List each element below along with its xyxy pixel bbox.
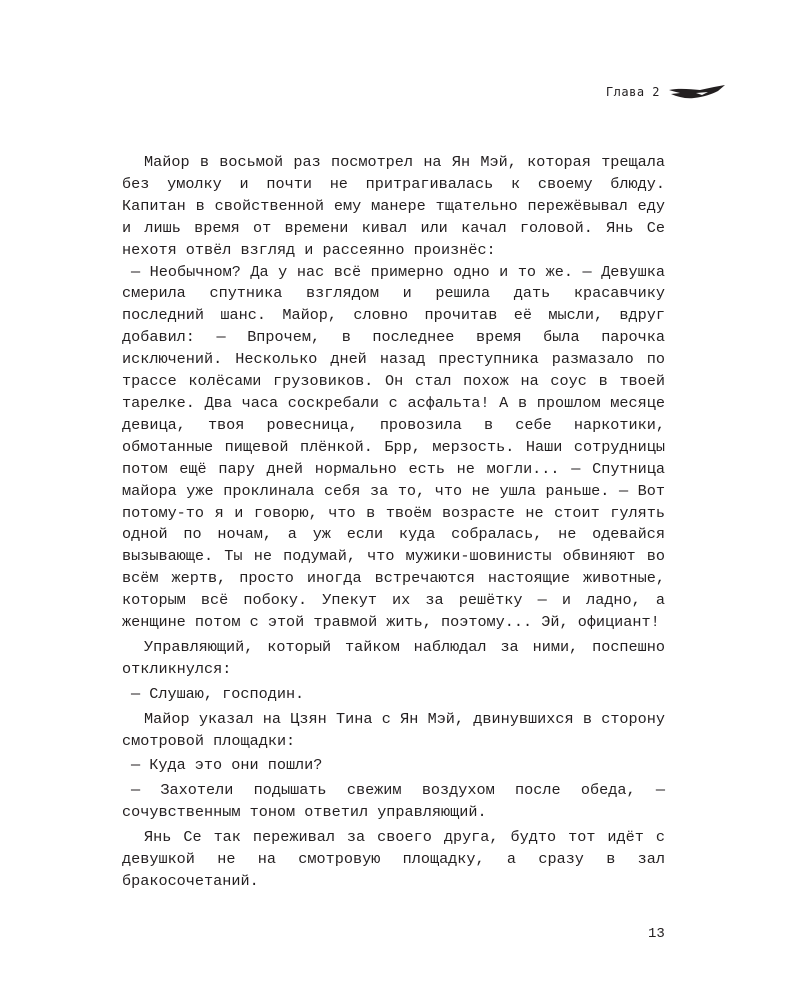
running-head	[606, 84, 726, 100]
body-text	[122, 152, 665, 893]
paragraph: Управляющий, который тайком наблюдал за ними, поспешно откликнулся:	[122, 637, 665, 678]
chapter-label: Глава 2	[605, 85, 660, 99]
brush-stroke-ornament-icon	[668, 84, 726, 100]
paragraph: — Захотели подышать свежим воздухом после обеда, — сочувственным тоном ответил управляющий.	[122, 781, 665, 822]
paragraph: — Куда это они пошли?	[131, 756, 323, 775]
paragraph: Майор указал на Цзян Тина с Ян Мэй, двинувшихся в сторону смотровой площадки:	[122, 709, 665, 750]
paragraph: Янь Се так переживал за своего друга, будто тот идёт с девушкой не на смотровую площадку, а сразу в зал бракосочетаний.	[122, 828, 665, 890]
paragraph: — Слушаю, господин.	[131, 684, 305, 703]
page-number: 13	[648, 926, 665, 942]
paragraph: Майор в восьмой раз посмотрел на Ян Мэй, которая трещала без умолку и почти не притрагивалась к своему блюду. Капитан в свойственной ему манере тщательно пережёвывал еду и лишь время от времени кивал или качал головой. Янь Се нехотя отвёл взгляд и рассеянно произнёс:	[122, 153, 665, 259]
paragraph: — Необычном? Да у нас всё примерно одно и то же. — Девушка смерила спутника взглядом и решила дать красавчику последний шанс. Майор, словно прочитав её мысли, вдруг добавил: — Впрочем, в последнее время была парочка исключений. Несколько дней назад преступника размазало по трассе колёсами грузовиков. Он стал похож на соус в твоей тарелке. Два часа соскребали с асфальта! А в прошлом месяце девица, твоя ровесница, провозила в себе наркотики, обмотанные пищевой плёнкой. Брр, мерзость. Наши сотрудницы потом ещё пару дней нормально есть не могли... — Спутница майора уже проклинала себя за то, что не ушла раньше. — Вот потому-то я и говорю, что в твоём возрасте не стоит гулять одной по ночам, а уж если куда собралась, не одевайся вызывающе. Ты не подумай, что мужики-шовинисты обвиняют во всём жертв, просто иногда встречаются настоящие животные, которым всё побоку. Упекут их за решётку — и ладно, а женщине потом с этой травмой жить, поэтому... Эй, официант!	[122, 262, 665, 632]
